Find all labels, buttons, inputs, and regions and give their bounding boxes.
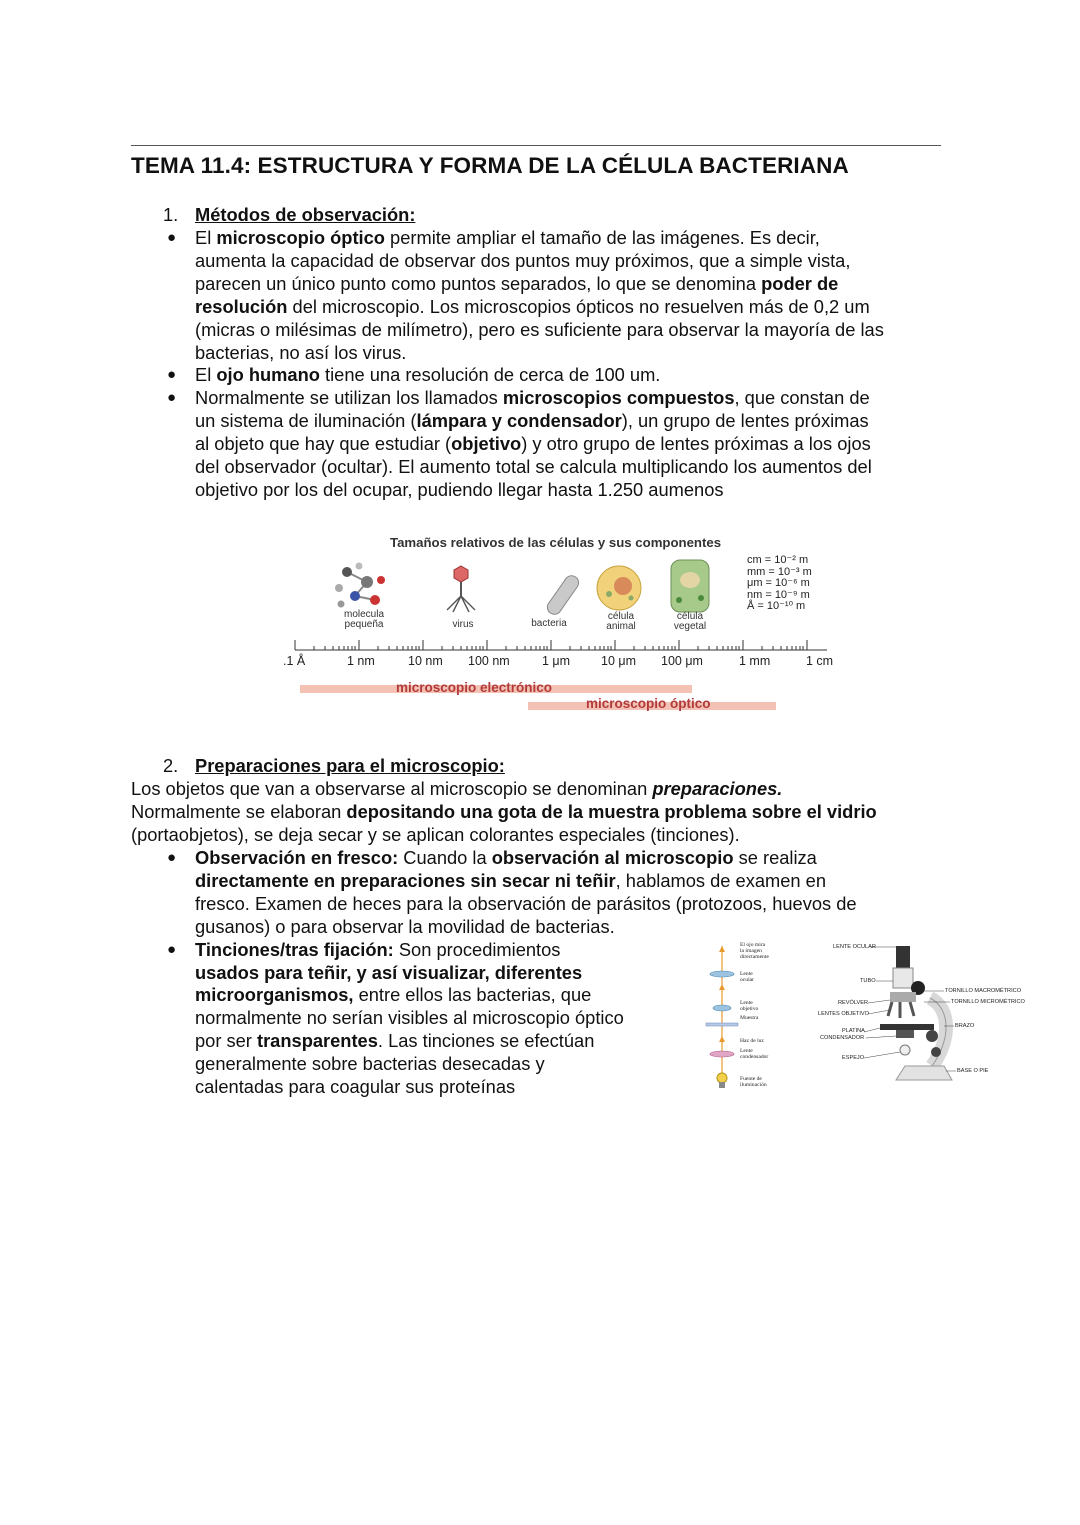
text-run: Son procedimientos	[393, 938, 561, 960]
bold-text-run: resolución	[195, 295, 288, 317]
text-run: del microscopio. Los microscopios ópticos no resuelven más de 0,2 um	[287, 295, 870, 317]
bold-text-run: Tinciones/tras fijación:	[195, 938, 394, 960]
section-1-bullets	[163, 227, 963, 502]
text-run: del observador (ocultar). El aumento total se calcula multiplicando los aumentos del	[195, 456, 872, 478]
bullet-icon: ●	[167, 849, 177, 866]
bold-text-run: directamente en preparaciones sin secar ni teñir	[195, 869, 616, 891]
bold-text-run: microscopios compuestos	[502, 387, 735, 409]
log-scale-axis	[295, 640, 827, 650]
unit-mm: mm = 10⁻³ m	[747, 565, 812, 578]
unit-angstrom: Å = 10⁻¹⁰ m	[747, 600, 806, 612]
optical-microscope-label: microscopio óptico	[586, 696, 711, 711]
text-line	[195, 847, 963, 870]
tick-1nm: 1 nm	[347, 654, 375, 668]
text-line	[195, 410, 963, 433]
bold-text-run: usados para teñir, y así visualizar, diferentes	[195, 961, 583, 983]
part-ocular-lens: LENTE OCULAR	[833, 944, 876, 950]
tick-100um: 100 μm	[661, 654, 703, 668]
text-line	[195, 250, 963, 273]
label-objective-lens: Lente objetivo	[740, 1000, 759, 1012]
text-run: generalmente sobre bacterias desecadas y	[195, 1053, 545, 1075]
text-line	[195, 273, 963, 296]
part-tube: TUBO	[860, 978, 876, 984]
text-run: , que constan de	[734, 387, 870, 409]
bold-text-run: transparentes	[256, 1030, 378, 1052]
part-fine-focus: TORNILLO MICROMÉTRICO	[951, 999, 1025, 1005]
text-run: por ser	[195, 1030, 257, 1052]
bullet-item	[163, 364, 963, 387]
figure-title: Tamaños relativos de las células y sus componentes	[390, 535, 722, 550]
tick-10um: 10 μm	[601, 654, 636, 668]
text-run: Cuando la	[398, 847, 492, 868]
text-run: al objeto que hay que estudiar (	[195, 433, 452, 455]
unit-cm: cm = 10⁻² m	[747, 554, 809, 566]
label-eye-sees-image: El ojo mira la imagen directamente	[740, 942, 769, 960]
text-run: ), un grupo de lentes próximas	[621, 410, 869, 432]
text-line	[195, 456, 963, 479]
text-line	[131, 824, 961, 847]
label-virus: virus	[452, 619, 474, 630]
bold-text-run: Observación en fresco:	[195, 847, 399, 868]
section-2-title: Preparaciones para el microscopio:	[195, 755, 505, 776]
bold-text-run: ojo humano	[216, 364, 320, 386]
microscope-figure	[700, 938, 1030, 1098]
text-run: Normalmente se elaboran	[131, 800, 347, 822]
bullet-icon: ●	[167, 940, 177, 958]
top-divider	[131, 145, 941, 146]
section-2-paragraph	[131, 778, 961, 847]
label-plant-cell: célula vegetal	[673, 611, 707, 632]
part-stage: PLATINA	[842, 1028, 865, 1034]
text-line	[131, 778, 961, 801]
label-ocular-lens: Lente ocular	[740, 971, 754, 983]
text-run: calentadas para coagular sus proteínas	[195, 1076, 516, 1098]
label-sample: Muestra	[740, 1015, 759, 1021]
text-run: Los objetos que van a observarse al microscopio se denominan	[131, 778, 653, 799]
text-run: tiene una resolución de cerca de 100 um.	[319, 364, 661, 386]
bold-text-run: poder de	[761, 272, 839, 294]
molecule-icon	[335, 563, 385, 608]
bullet-icon: ●	[167, 366, 177, 384]
text-run: fresco. Examen de heces para la observación de parásitos (protozoos, huevos de	[195, 892, 857, 914]
label-bacteria: bacteria	[531, 618, 567, 629]
text-line	[195, 433, 963, 456]
tick-0-1-angstrom: .1 Å	[283, 654, 306, 668]
text-run: (micras o milésimas de milímetro), pero es suficiente para observar la mayoría de las	[195, 318, 884, 340]
bold-text-run: observación al microscopio	[491, 847, 734, 868]
text-line	[195, 296, 963, 319]
bullet-item	[163, 387, 963, 502]
tick-1cm: 1 cm	[806, 654, 834, 668]
label-small-molecule: molecula pequeña	[343, 609, 385, 630]
part-coarse-focus: TORNILLO MACROMÉTRICO	[945, 988, 1022, 994]
label-light-beam: Haz de luz	[740, 1038, 764, 1044]
bold-text-run: microscopio óptico	[216, 227, 385, 248]
animal-cell-icon	[597, 566, 641, 610]
text-run: (portaobjetos), se deja secar y se aplican colorantes especiales (tinciones).	[131, 823, 740, 845]
bullet-item	[163, 847, 963, 939]
text-run: ) y otro grupo de lentes próximas a los ojos	[521, 433, 871, 455]
tick-100nm: 100 nm	[468, 654, 510, 668]
text-line	[131, 801, 961, 824]
tick-10nm: 10 nm	[408, 654, 443, 668]
text-run: bacterias, no así los virus.	[195, 341, 407, 363]
tick-1um: 1 μm	[542, 654, 571, 668]
text-run: . Las tinciones se efectúan	[377, 1030, 595, 1052]
text-run: parecen un único punto como puntos separados, lo que se denomina	[195, 272, 762, 294]
plant-cell-icon	[671, 560, 709, 612]
cell-size-scale-figure	[275, 530, 845, 720]
text-run: se realiza	[733, 847, 817, 868]
unit-um: μm = 10⁻⁶ m	[747, 577, 810, 589]
part-arm: BRAZO	[955, 1023, 975, 1029]
bullet-icon: ●	[167, 229, 177, 246]
text-run: objetivo por los del ocupar, pudiendo llegar hasta 1.250 aumenos	[195, 478, 724, 500]
text-line	[195, 227, 963, 250]
virus-icon	[447, 566, 475, 612]
label-condenser-lens: Lente condensador	[740, 1048, 769, 1060]
text-run: aumenta la capacidad de observar dos puntos muy próximos, que a simple vista,	[195, 249, 851, 271]
bullet-icon: ●	[167, 389, 177, 407]
bold-text-run: lámpara y condensador	[416, 410, 622, 432]
text-line	[195, 364, 963, 387]
text-line	[195, 387, 963, 410]
light-path-diagram	[706, 946, 738, 1088]
text-run: entre ellos las bacterias, que	[353, 984, 592, 1006]
bold-text-run: microorganismos,	[195, 984, 354, 1006]
text-line	[195, 319, 963, 342]
section-1-number: 1.	[163, 204, 179, 225]
tick-1mm: 1 mm	[739, 654, 771, 668]
bold-text-run: preparaciones.	[652, 778, 783, 799]
unit-nm: nm = 10⁻⁹ m	[747, 588, 810, 601]
compound-microscope-icon	[880, 946, 952, 1080]
page-title: TEMA 11.4: ESTRUCTURA Y FORMA DE LA CÉLULA BACTERIANA	[131, 153, 849, 178]
part-mirror: ESPEJO	[842, 1055, 865, 1061]
electron-microscope-label: microscopio electrónico	[396, 680, 553, 695]
text-run: El	[195, 227, 217, 248]
label-light-source: Fuente de iluminación	[740, 1076, 767, 1088]
bacteria-icon	[545, 573, 582, 617]
text-line	[195, 870, 963, 893]
bold-text-run: depositando una gota de la muestra problema sobre el vidrio	[346, 800, 877, 822]
text-run: un sistema de iluminación (	[195, 410, 417, 432]
part-revolver: REVÓLVER	[838, 1000, 869, 1006]
part-condenser: CONDENSADOR	[820, 1035, 865, 1041]
text-run: permite ampliar el tamaño de las imágenes. Es decir,	[384, 227, 820, 248]
text-run: Normalmente se utilizan los llamados	[195, 387, 503, 409]
label-animal-cell: célula animal	[606, 611, 636, 632]
bullet-item	[163, 227, 963, 364]
text-run: , hablamos de examen en	[615, 869, 827, 891]
part-base: BASE O PIE	[957, 1068, 989, 1074]
section-2-number: 2.	[163, 755, 179, 776]
text-run: gusanos) o para observar la movilidad de bacterias.	[195, 915, 615, 937]
section-1-title: Métodos de observación:	[195, 204, 416, 225]
bold-text-run: objetivo	[451, 433, 522, 455]
text-line	[195, 342, 963, 365]
part-objective-lenses: LENTES OBJETIVO	[818, 1011, 869, 1017]
text-run: normalmente no serían visibles al microscopio óptico	[195, 1007, 624, 1029]
text-run: El	[195, 364, 217, 386]
text-line	[195, 893, 963, 916]
text-line	[195, 916, 963, 939]
text-line	[195, 479, 963, 502]
